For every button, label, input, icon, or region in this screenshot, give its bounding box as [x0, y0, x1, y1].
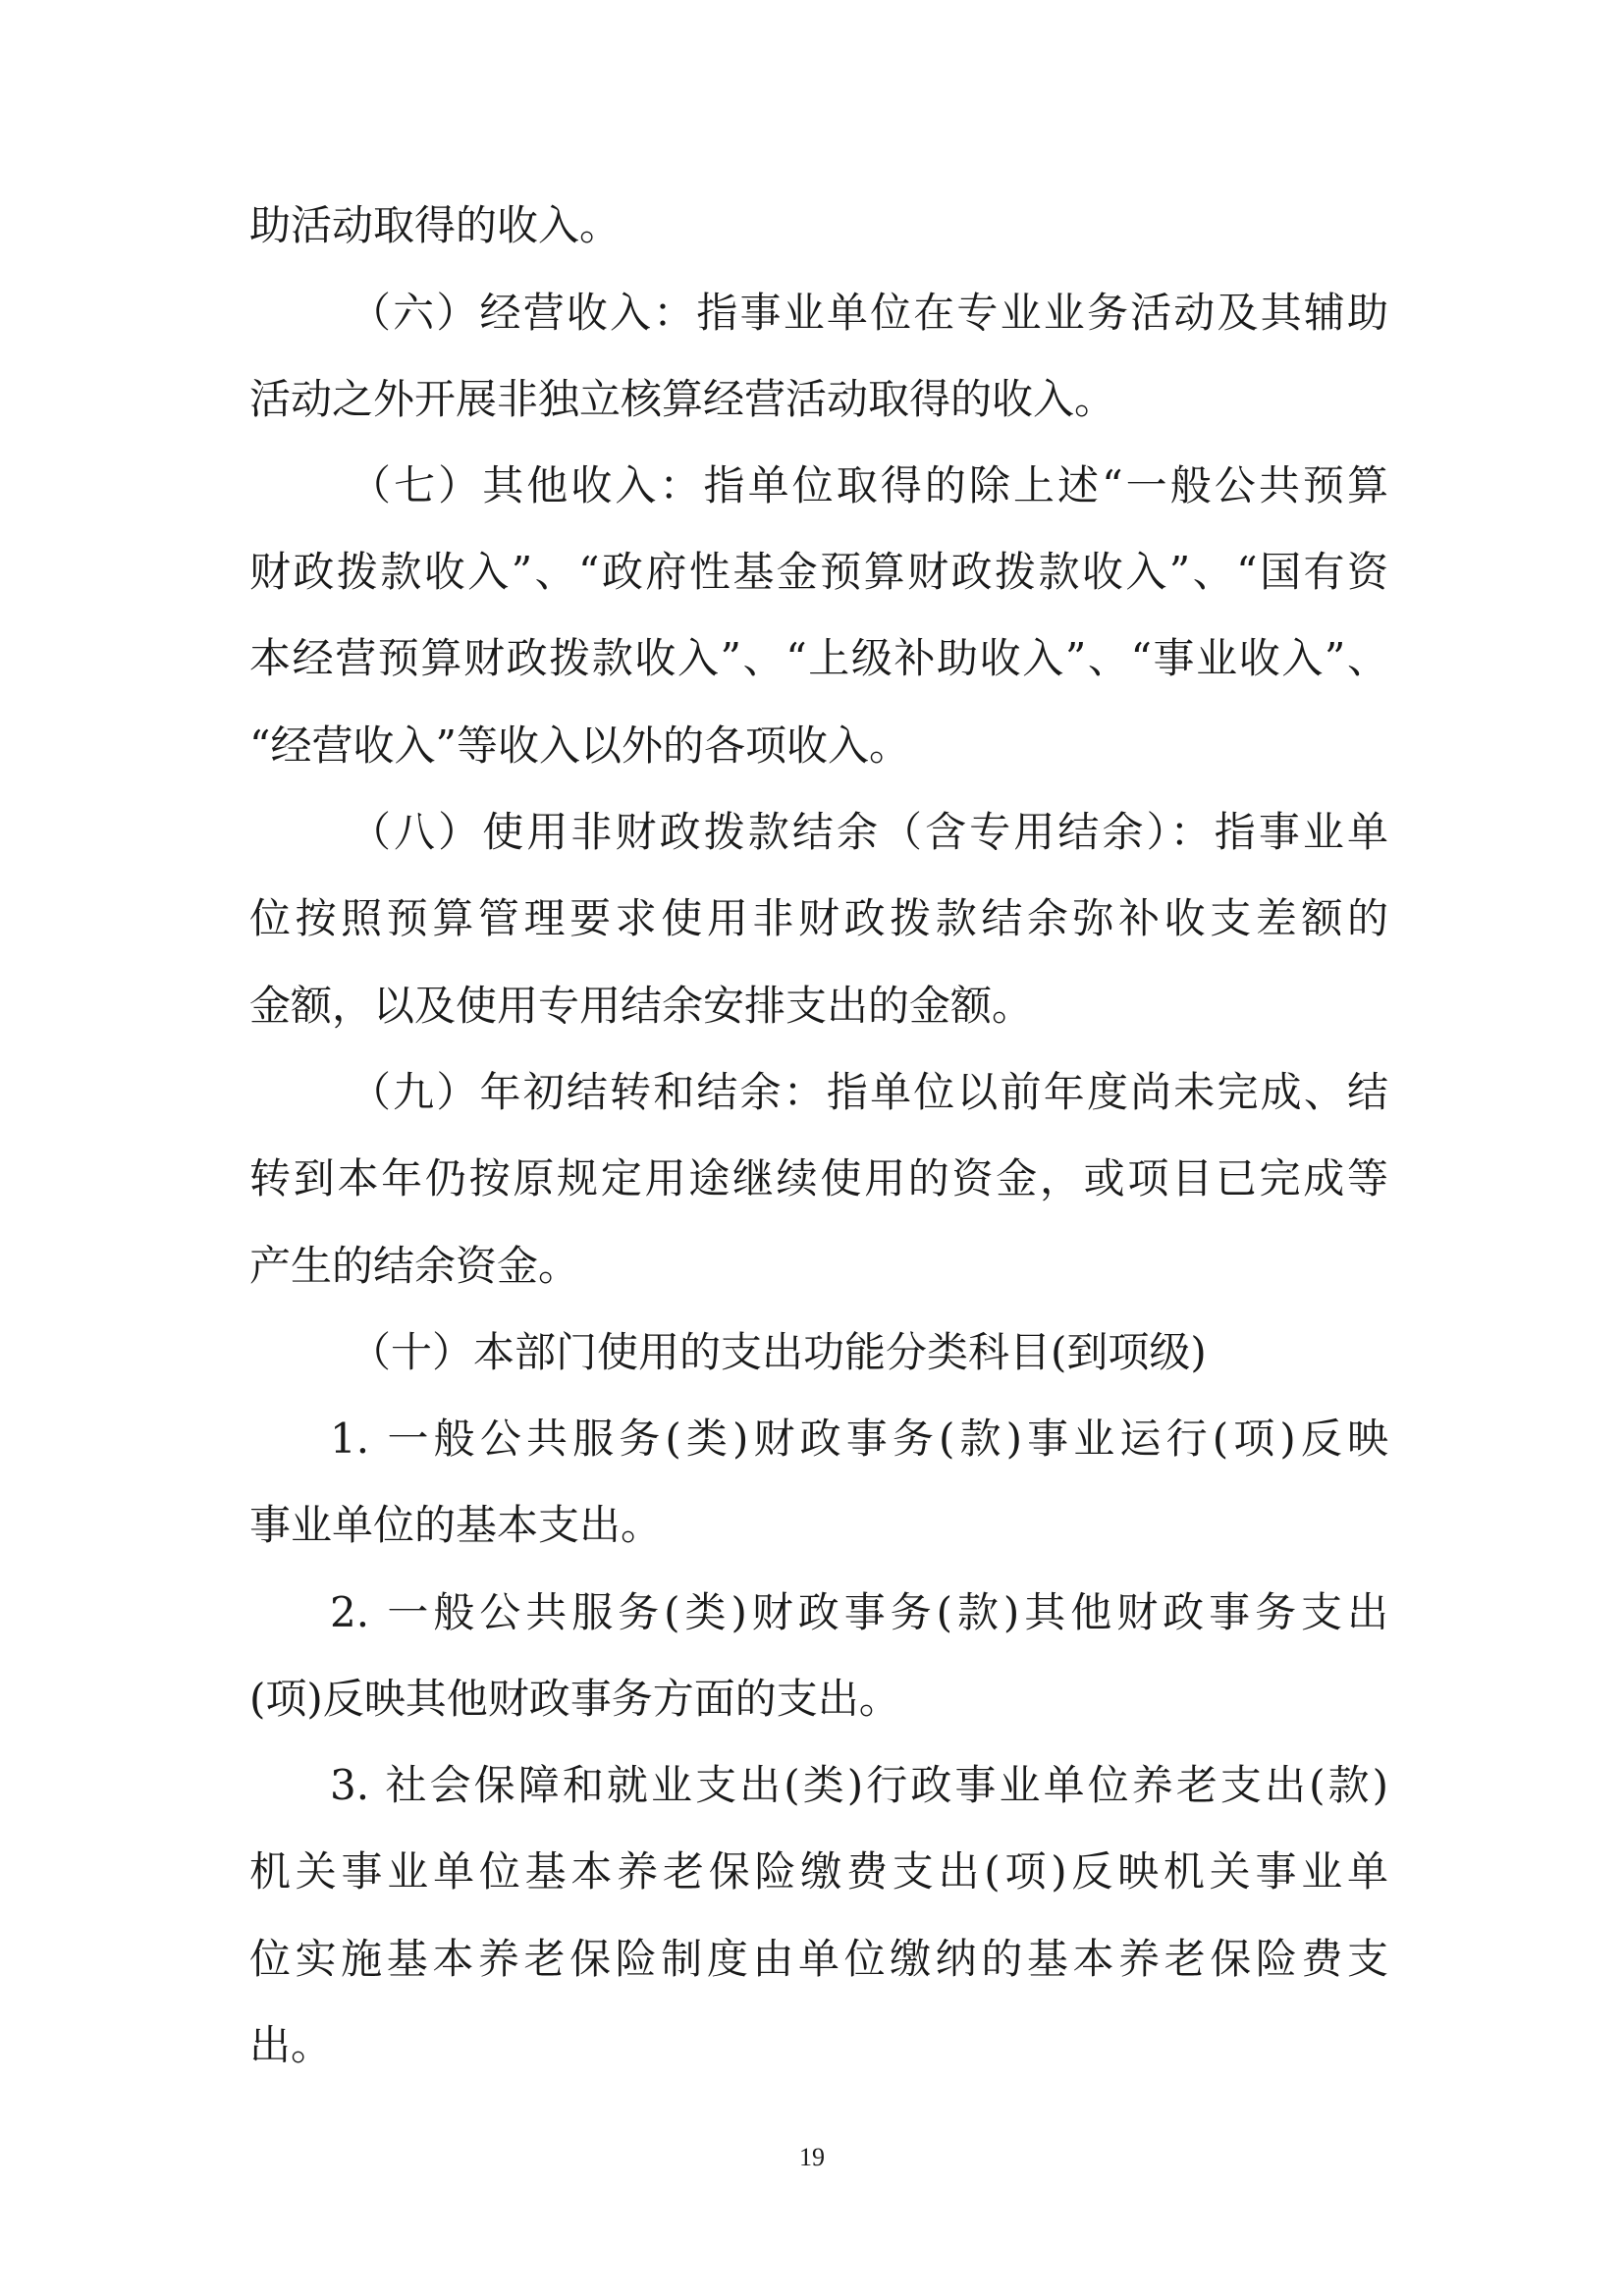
text-line-10: 金额，以及使用专用结余安排支出的金额。	[249, 982, 1034, 1030]
text-line-7: “经营收入”等收入以外的各项收入。	[249, 721, 910, 770]
text-line-6: 本经营预算财政拨款收入”、“上级补助收入”、“事业收入”、	[249, 634, 1388, 682]
paragraph-9-heading-line: （九）年初结转和结余：指单位以前年度尚未完成、结	[350, 1068, 1388, 1116]
text-line-3: 活动之外开展非独立核算经营活动取得的收入。	[249, 375, 1116, 423]
paragraph-7-heading-line: （七）其他收入：指单位取得的除上述“一般公共预算	[350, 461, 1388, 509]
text-line-1: 助活动取得的收入。	[249, 201, 622, 249]
item-1-line: 1. 一般公共服务(类)财政事务(款)事业运行(项)反映	[330, 1415, 1388, 1463]
text-line-16: 事业单位的基本支出。	[249, 1501, 663, 1549]
item-2-line: 2. 一般公共服务(类)财政事务(款)其他财政事务支出	[330, 1588, 1388, 1636]
text-line-5: 财政拨款收入”、“政府性基金预算财政拨款收入”、“国有资	[249, 548, 1388, 596]
paragraph-10-heading-line: （十）本部门使用的支出功能分类科目(到项级)	[350, 1328, 1207, 1376]
page-number: 19	[799, 2143, 825, 2171]
item-3-line: 3. 社会保障和就业支出(类)行政事业单位养老支出(款)	[330, 1761, 1388, 1809]
text-line-12: 转到本年仍按原规定用途继续使用的资金，或项目已完成等	[249, 1154, 1388, 1202]
paragraph-8-heading-line: （八）使用非财政拨款结余（含专用结余）：指事业单	[350, 808, 1388, 856]
text-line-22: 出。	[249, 2021, 333, 2069]
text-line-13: 产生的结余资金。	[249, 1242, 580, 1290]
paragraph-6-heading-line: （六）经营收入：指事业单位在专业业务活动及其辅助	[350, 289, 1388, 337]
text-line-18: (项)反映其他财政事务方面的支出。	[249, 1675, 900, 1723]
text-line-21: 位实施基本养老保险制度由单位缴纳的基本养老保险费支	[249, 1935, 1388, 1983]
text-line-9: 位按照预算管理要求使用非财政拨款结余弥补收支差额的	[249, 894, 1388, 942]
text-line-20: 机关事业单位基本养老保险缴费支出(项)反映机关事业单	[249, 1847, 1388, 1896]
